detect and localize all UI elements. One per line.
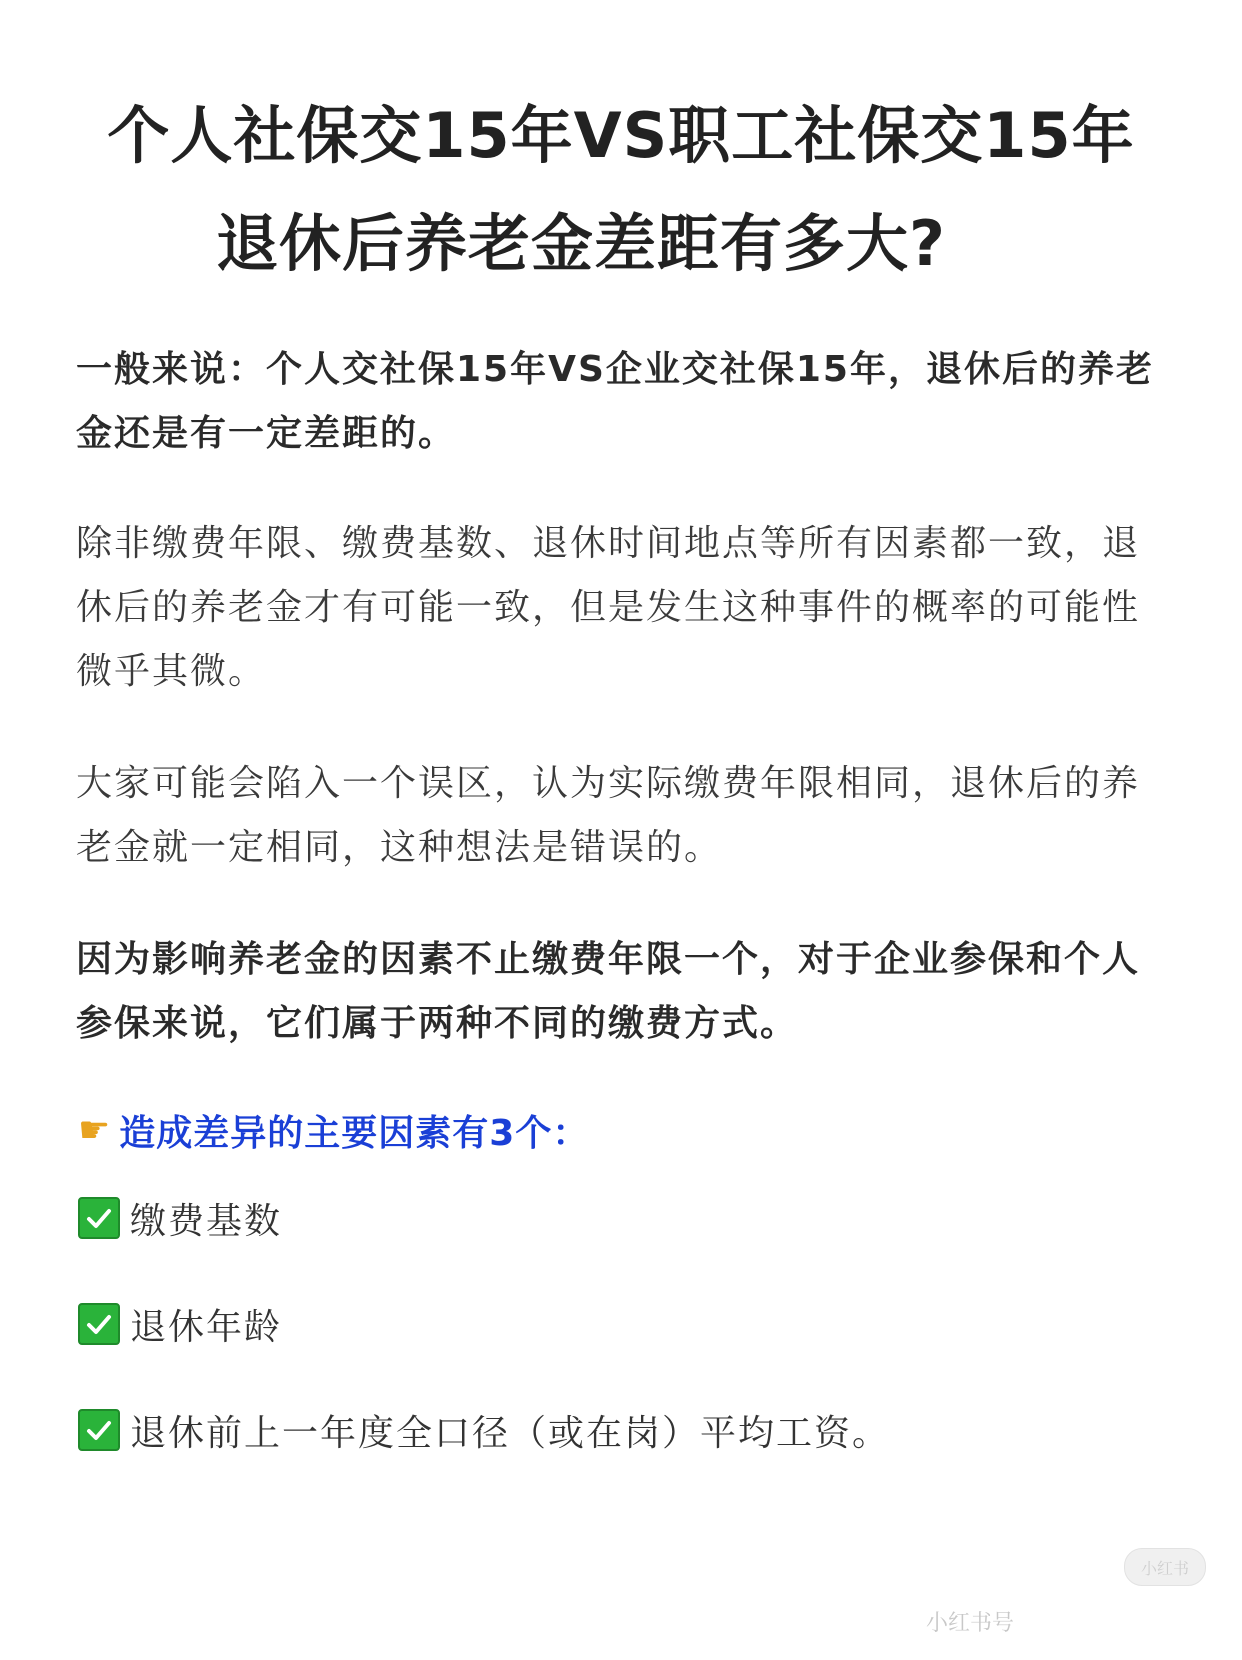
factor-item	[78, 1190, 282, 1246]
factor-item-label: 退休年龄	[130, 1306, 283, 1348]
factors-heading-text: 造成差异的主要因素有3个：	[119, 1112, 590, 1154]
factor-item-label: 缴费基数	[130, 1200, 283, 1242]
check-mark-icon	[78, 1409, 120, 1451]
check-mark-icon	[78, 1197, 120, 1239]
factor-item	[78, 1296, 282, 1352]
watermark-logo-badge: 小红书	[1124, 1548, 1206, 1586]
factor-item	[78, 1402, 890, 1458]
watermark-text: 小红书号	[926, 1611, 1015, 1636]
check-mark-icon	[78, 1303, 120, 1345]
intro-paragraph: 一般来说：个人交社保15年VS企业交社保15年，退休后的养老金还是有一定差距的。	[76, 349, 1154, 454]
body-paragraph-3: 因为影响养老金的因素不止缴费年限一个，对于企业参保和个人参保来说，它们属于两种不同的缴费方式。	[76, 939, 1141, 1044]
page-title-line-1: 个人社保交15年VS职工社保交15年	[107, 99, 1135, 172]
body-paragraph-2: 大家可能会陷入一个误区，认为实际缴费年限相同，退休后的养老金就一定相同，这种想法是错误的。	[76, 763, 1141, 868]
pointing-hand-icon: ☛	[78, 1109, 112, 1151]
page-title-line-2: 退休后养老金差距有多大?	[216, 207, 946, 280]
factor-item-label: 退休前上一年度全口径（或在岗）平均工资。	[130, 1412, 891, 1454]
factors-heading	[78, 1098, 589, 1162]
body-paragraph-1: 除非缴费年限、缴费基数、退休时间地点等所有因素都一致，退休后的养老金才有可能一致，但是发生这种事件的概率的可能性微乎其微。	[76, 523, 1141, 692]
